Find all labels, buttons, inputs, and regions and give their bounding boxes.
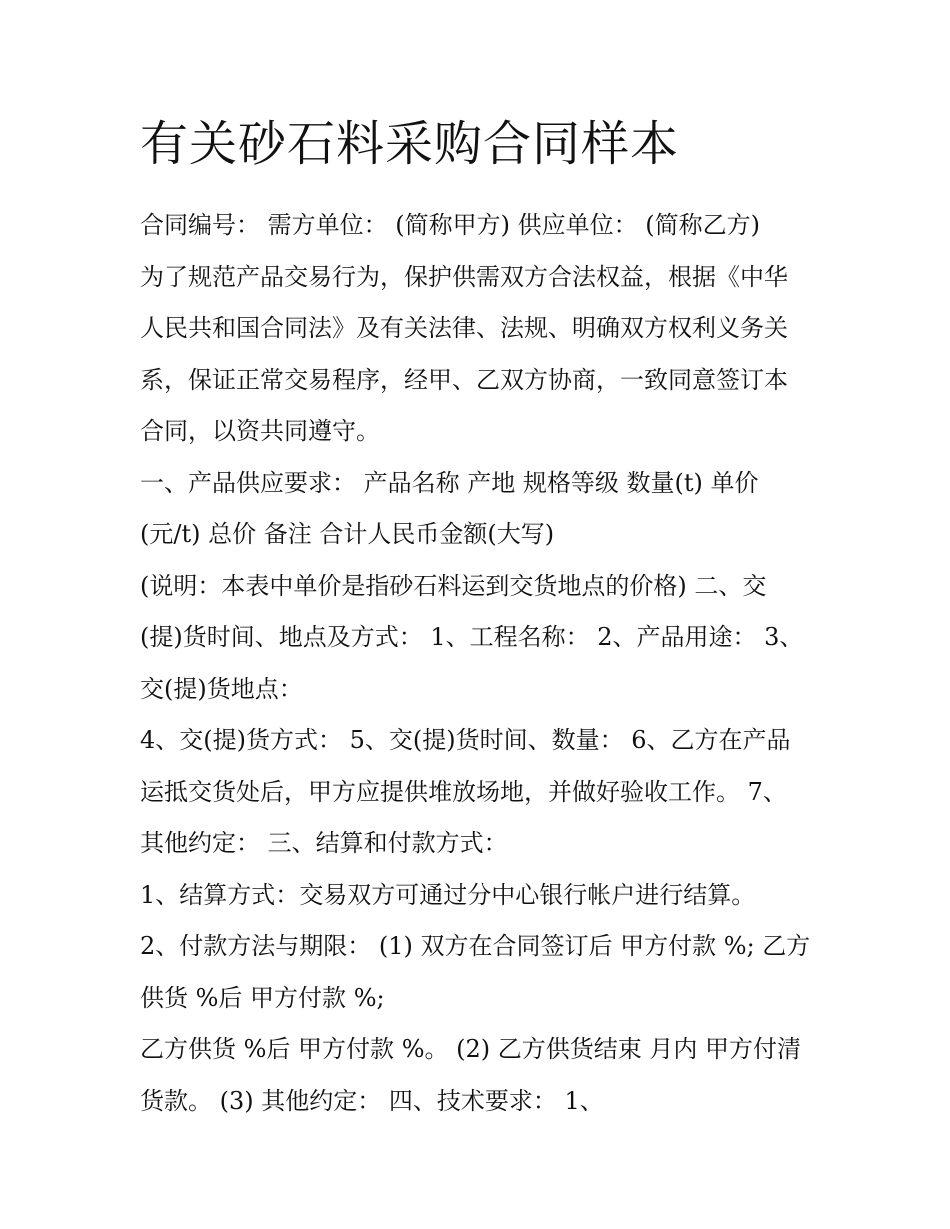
body-line: 货款。 (3) 其他约定： 四、技术要求： 1、 <box>140 1086 604 1115</box>
body-line: (元/t) 总价 备注 合计人民币金额(大写) <box>140 520 555 548</box>
document-body <box>140 207 820 1134</box>
body-line: 1、结算方式：交易双方可通过分中心银行帐户进行结算。 <box>140 880 756 909</box>
body-line: 2、付款方法与期限： (1) 双方在合同签订后 甲方付款 %; 乙方 <box>140 932 811 960</box>
body-line: 其他约定： 三、结算和付款方式： <box>140 829 508 857</box>
body-line: 系，保证正常交易程序，经甲、乙双方协商，一致同意签订本 <box>140 365 788 394</box>
body-line: (说明：本表中单价是指砂石料运到交货地点的价格) 二、交 <box>140 571 767 600</box>
document-title: 有关砂石料采购合同样本 <box>140 116 680 172</box>
body-line: 人民共和国合同法》及有关法律、法规、明确双方权利义务关 <box>140 314 788 342</box>
body-line: 乙方供货 %后 甲方付款 %。 (2) 乙方供货结束 月内 甲方付清 <box>140 1035 802 1063</box>
body-line: 运抵交货处后，甲方应提供堆放场地，并做好验收工作。 7、 <box>140 777 787 806</box>
body-line: 合同，以资共同遵守。 <box>140 417 380 445</box>
body-line: (提)货时间、地点及方式： 1、工程名称： 2、产品用途： 3、 <box>140 623 804 651</box>
body-line: 一、产品供应要求： 产品名称 产地 规格等级 数量(t) 单价 <box>140 468 759 497</box>
body-line: 合同编号： 需方单位： (简称甲方) 供应单位： (简称乙方) <box>140 211 760 239</box>
body-line: 交(提)货地点： <box>140 674 303 703</box>
body-line: 供货 %后 甲方付款 %; <box>140 983 385 1012</box>
body-line: 4、交(提)货方式： 5、交(提)货时间、数量： 6、乙方在产品 <box>140 726 791 754</box>
body-line: 为了规范产品交易行为，保护供需双方合法权益，根据《中华 <box>140 262 788 291</box>
